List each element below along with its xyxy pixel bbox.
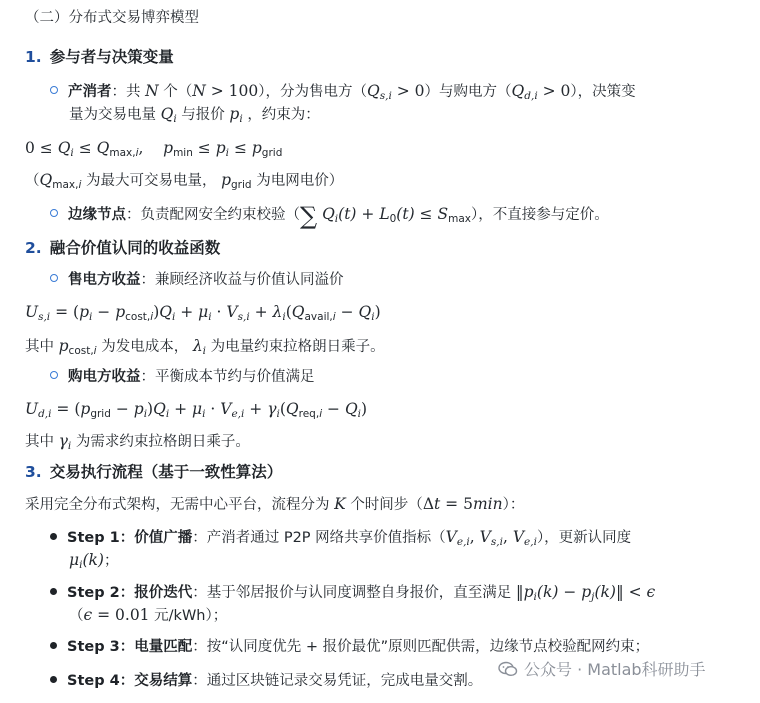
bullet-icon (50, 86, 58, 94)
step-1-cont: $\mu_i(k)$； (69, 551, 119, 571)
heading-1 (25, 46, 174, 68)
heading-3-number: 3. (25, 463, 42, 481)
step-2: Step 2：报价迭代：基于邻居报价与认同度调整自身报价，直至满足 $‖p_i(k)$ − $p_j(k)‖ < \epsilon$ (50, 581, 655, 604)
math-Qd: $Q_{d,i}$ (511, 82, 538, 102)
math-Qi: $Q_i$ (160, 105, 177, 125)
edge-label: 边缘节点 (68, 207, 126, 223)
buy-label: 购电方收益 (68, 369, 141, 385)
text: ），分为售电方（ (258, 84, 368, 100)
math-N-bound: N (192, 82, 206, 100)
step-4 (50, 670, 482, 692)
text: 为电量约束拉格朗日乘子。 (210, 339, 385, 355)
prosumer-item (50, 80, 636, 103)
sell-item (50, 269, 344, 291)
watermark-text: 公众号 · Matlab科研助手 (524, 660, 706, 679)
heading-2 (25, 237, 220, 259)
text: 采用完全分布式架构，无需中心平台，流程分为 (25, 497, 330, 513)
text: ），决策变 (570, 84, 636, 100)
bullet-icon (50, 588, 57, 595)
text: 其中 (25, 339, 54, 355)
heading-1-number: 1. (25, 48, 42, 66)
text: ：共 (111, 84, 141, 100)
text: ：负责配网安全约束校验（ (126, 207, 300, 223)
text: 与报价 (181, 107, 225, 123)
heading-3-title: 交易执行流程（基于一致性算法） (49, 463, 283, 481)
bullet-icon (50, 209, 58, 217)
text: ），不直接参与定价。 (470, 207, 609, 223)
sell-label: 售电方收益 (68, 272, 141, 288)
qmax-note: （$Q_{max,i}$ 为最大可交易电量， $p_{grid}$ 为电网电价） (25, 171, 344, 191)
step-3-label: Step 3：电量匹配 (67, 639, 193, 655)
text: 个（ (163, 84, 193, 100)
text: 为发电成本， (101, 339, 189, 355)
text: ：兼顾经济收益与价值认同溢价 (140, 272, 344, 288)
step-1-label: Step 1：价值广播 (67, 530, 193, 546)
bullet-icon (50, 371, 58, 379)
text: 为电网电价） (256, 173, 344, 189)
sell-formula: $U_{s,i} = (p_i - p_{cost,i})Q_i + \mu_i \cdot V_{s,i} + \lambda_i(Q_{avail,i} - Q_i)$ (25, 303, 381, 323)
buy-item (50, 366, 315, 388)
heading-3 (25, 461, 282, 483)
text: ：通过区块链记录交易凭证，完成电量交割。 (192, 673, 483, 689)
step-2-label: Step 2：报价迭代 (67, 585, 193, 601)
constraint-formula: $0 \le Q_i \le Q_{max,i}$, $p_{min} \le p_i \le p_{grid}$ (25, 139, 283, 159)
text: ：基于邻居报价与认同度调整自身报价，直至满足 (192, 585, 512, 601)
heading-2-number: 2. (25, 239, 42, 257)
math-N: N (145, 82, 159, 100)
text: 其中 (25, 434, 54, 450)
math-N-bound-b: > 100 (205, 82, 259, 100)
text: ，约束为： (247, 107, 320, 123)
text: 个时间步（ (350, 497, 423, 513)
text: ：平衡成本节约与价值满足 (140, 369, 315, 385)
step-1: Step 1：价值广播：产消者通过 P2P 网络共享价值指标（$V_{e,i}$, $V_{s,i}$, $V_{e,i}$），更新认同度 (50, 526, 631, 549)
step-3 (50, 636, 649, 658)
text: 量为交易电量 (69, 107, 156, 123)
math-Qd-b: > 0 (537, 82, 571, 100)
bullet-icon (50, 533, 57, 540)
step-2-cont: （ϵ = 0.01 元/kWh）； (69, 606, 228, 624)
bullet-icon (50, 274, 58, 282)
text: ）与购电方（ (424, 84, 512, 100)
text: ）： (502, 497, 525, 513)
text: ：产消者通过 P2P 网络共享价值指标（ (192, 530, 446, 546)
process-intro: 采用完全分布式架构，无需中心平台，流程分为 K 个时间步（Δt = 5min）： (25, 495, 525, 513)
watermark (498, 657, 706, 680)
bullet-icon (50, 642, 57, 649)
prosumer-item-cont (69, 103, 320, 126)
bullet-icon (50, 676, 57, 683)
math-Qs-b: > 0 (391, 82, 425, 100)
text: ：按“认同度优先 + 报价最优”原则匹配供需，边缘节点校验配网约束； (192, 639, 650, 655)
section-title: （二）分布式交易博弈模型 (25, 10, 199, 26)
heading-2-title: 融合价值认同的收益函数 (49, 239, 221, 257)
text: 元/kWh）； (154, 608, 228, 624)
sum-symbol: ∑ (300, 202, 318, 230)
text: 为需求约束拉格朗日乘子。 (75, 434, 250, 450)
heading-1-title: 参与者与决策变量 (49, 48, 174, 66)
prosumer-label: 产消者 (68, 84, 112, 100)
buy-formula: $U_{d,i} = (p_{grid} - p_i)Q_i + \mu_i \cdot V_{e,i} + \gamma_i(Q_{req,i} - Q_i)$ (25, 400, 368, 420)
wechat-icon (498, 661, 518, 677)
edge-item: 边缘节点：负责配网安全约束校验（∑ $Q_i(t) + L_0(t) \le S_{max}$），不直接参与定价。 (50, 203, 609, 227)
math-Qs: $Q_{s,i}$ (367, 82, 392, 102)
text: ），更新认同度 (536, 530, 632, 546)
step-4-label: Step 4：交易结算 (67, 673, 193, 689)
math-pi: $p_i$ (229, 105, 243, 125)
sell-note: 其中 $p_{cost,i}$ 为发电成本， $\lambda_i$ 为电量约束拉格朗日乘子。 (25, 337, 385, 357)
text: 为最大可交易电量， (85, 173, 217, 189)
buy-note: 其中 $\gamma_i$ 为需求约束拉格朗日乘子。 (25, 432, 250, 452)
